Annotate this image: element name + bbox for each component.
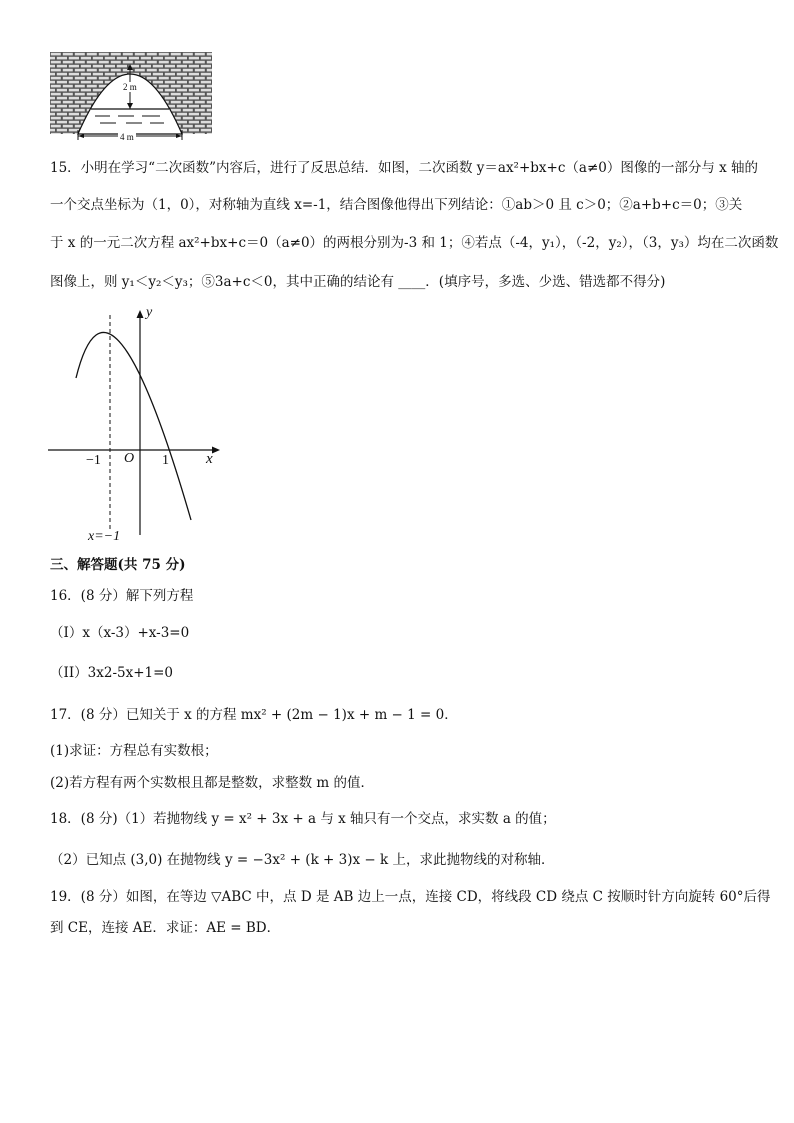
- symmetry-axis-label: x=−1: [88, 529, 121, 544]
- x-axis-label: x: [206, 451, 213, 467]
- width-label: 4 m: [120, 132, 134, 142]
- tick-neg1-label: −1: [86, 453, 101, 468]
- q17-part-1: (1)求证：方程总有实数根；: [50, 743, 218, 759]
- q16-part-2: （II）3x2-5x+1=0: [50, 665, 174, 681]
- y-axis-label: y: [146, 305, 153, 320]
- origin-label: O: [124, 451, 135, 466]
- q17-stem: 17．(8 分）已知关于 x 的方程 mx² + (2m − 1)x + m − 1 = 0．: [50, 707, 458, 723]
- q18-part-2: （2）已知点 (3,0) 在抛物线 y = −3x² + (k + 3)x − k 上，求此抛物线的对称轴．: [50, 852, 555, 868]
- q18-part-1: 18．(8 分)（1）若抛物线 y = x² + 3x + a 与 x 轴只有一个交点，求实数 a 的值；: [50, 811, 556, 827]
- q15-line-4: 图像上，则 y₁＜y₂＜y₃；⑤3a+c＜0，其中正确的结论有 ____．(填序号，多选、少选、错选都不得分): [50, 274, 666, 290]
- q15-line-2: 一个交点坐标为（1，0），对称轴为直线 x=-1，结合图像他得出下列结论：①ab＞0 且 c＞0；②a+b+c＝0；③关: [50, 197, 743, 213]
- q15-line-3: 于 x 的一元二次方程 ax²+bx+c＝0（a≠0）的两根分别为-3 和 1；④若点（-4，y₁），（-2，y₂），（3，y₃）均在二次函数: [50, 235, 779, 251]
- q15-line-1: 15．小明在学习“二次函数”内容后，进行了反思总结．如图，二次函数 y＝ax²+bx+c（a≠0）图像的一部分与 x 轴的: [50, 160, 759, 176]
- q19-line-1: 19．(8 分）如图，在等边 ▽ABC 中，点 D 是 AB 边上一点，连接 CD，将线段 CD 绕点 C 按顺时针方向旋转 60°后得: [50, 889, 771, 905]
- q16-part-1: （I）x（x-3）+x-3=0: [50, 625, 190, 641]
- q16-stem: 16．(8 分）解下列方程: [50, 588, 194, 604]
- tunnel-figure: [50, 52, 212, 142]
- section-3-title: 三、解答题(共 75 分): [50, 557, 186, 573]
- q17-part-2: (2)若方程有两个实数根且都是整数，求整数 m 的值．: [50, 775, 375, 791]
- height-label: 2 m: [123, 82, 137, 92]
- parabola-graph: [48, 305, 223, 545]
- q19-line-2: 到 CE，连接 AE．求证：AE = BD．: [50, 920, 281, 936]
- tick-1-label: 1: [162, 453, 169, 468]
